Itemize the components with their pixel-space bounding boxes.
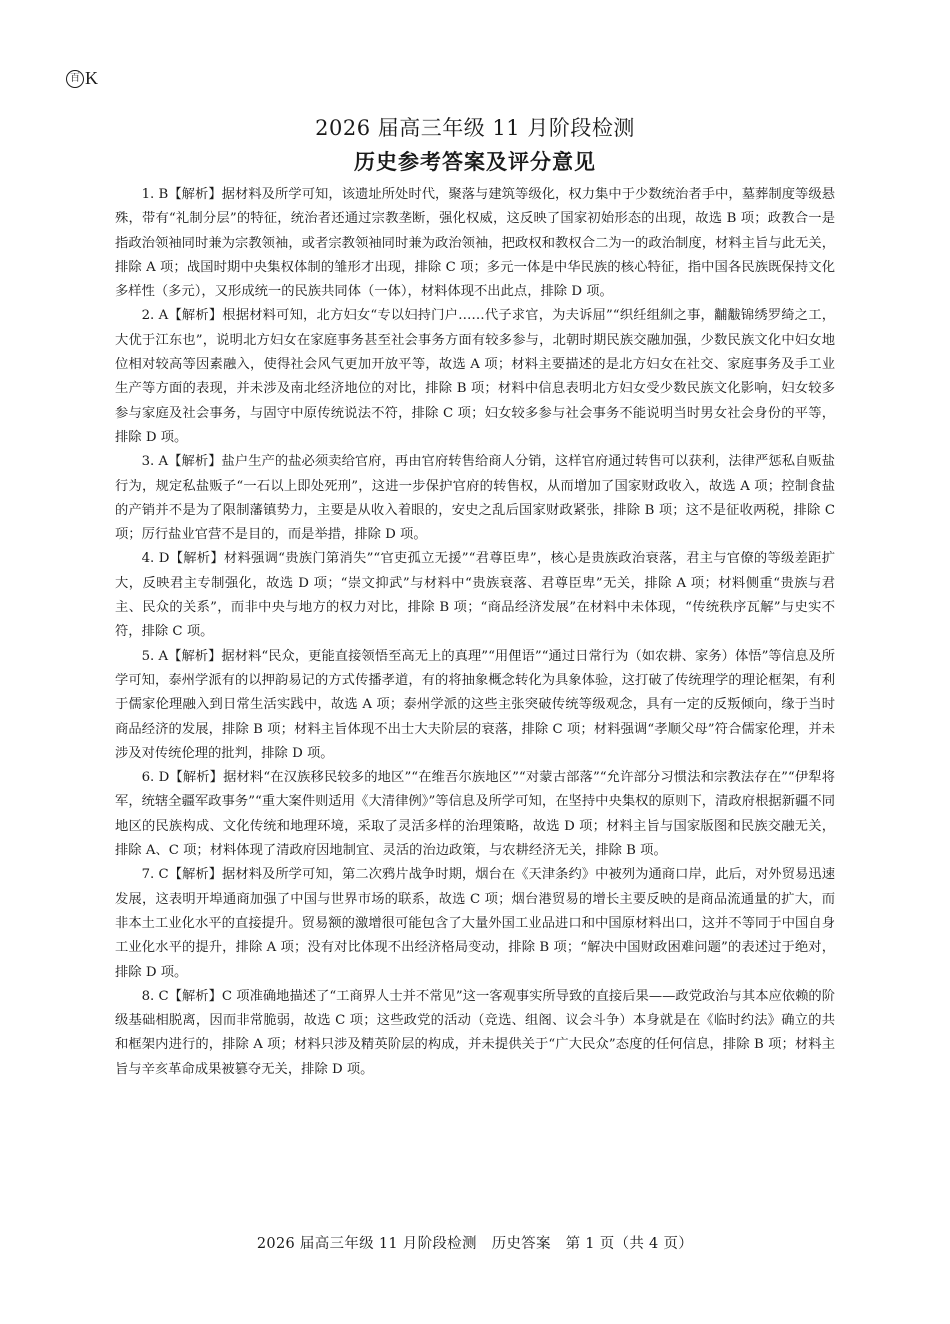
logo-letter: K xyxy=(85,68,98,88)
answer-item: 3. A【解析】盐户生产的盐必须卖给官府，再由官府转售给商人分销，这样官府通过转售可以获利，法律严惩私自贩盐行为，规定私盐贩子“一石以上即处死刑”，这进一步保护官府的转售权，从而增加了国家财政收入，故选 A 项；控制食盐的产销并不是为了限制藩镇势力，主要是从收入着眼的，安史之乱后国家财政紧张，排除 B 项；这不是征收两税，排除 C 项；厉行盐业官营不是目的，而是举措，排除 D 项。 xyxy=(115,454,835,543)
answer-item: 4. D【解析】材料强调“贵族门第消失”“官吏孤立无援”“君尊臣卑”，核心是贵族政治衰落，君主与官僚的等级差距扩大，反映君主专制强化，故选 D 项；“崇文抑武”与材料中“贵族衰落、君尊臣卑”无关，排除 A 项；材料侧重“贵族与君主、民众的关系”，而非中央与地方的权力对比，排除 B 项；“商品经济发展”在材料中未体现，“传统秩序瓦解”与史实不符，排除 C 项。 xyxy=(115,551,835,640)
exam-title: 2026 届高三年级 11 月阶段检测 xyxy=(315,116,635,140)
answer-item: 2. A【解析】根据材料可知，北方妇女“专以妇持门户……代子求官，为夫诉屈”“织纴组紃之事，黼黻锦绣罗绮之工，大优于江东也”，说明北方妇女在家庭事务甚至社会事务方面有较多参与，北朝时期民族交融加强，少数民族文化中妇女地位相对较高等因素融入，使得社会风气更加开放平等，故选 A 项；材料主要描述的是北方妇女在社交、家庭事务及手工业生产等方面的表现，并未涉及南北经济地位的对比，排除 B 项；材料中信息表明北方妇女受少数民族文化影响，妇女较多参与家庭及社会事务，与固守中原传统说法不符，排除 C 项；妇女较多参与社会事务不能说明当时男女社会身份的平等，排除 D 项。 xyxy=(115,308,835,445)
answer-list xyxy=(115,183,835,1082)
answer-item: 1. B【解析】据材料及所学可知，该遗址所处时代，聚落与建筑等级化，权力集中于少数统治者手中，墓葬制度等级悬殊，带有“礼制分层”的特征，统治者还通过宗教垄断，强化权威，这反映了国家初始形态的出现，故选 B 项；政教合一是指政治领袖同时兼为宗教领袖，或者宗教领袖同时兼为政治领袖，把政权和教权合二为一的政治制度，材料主旨与此无关，排除 A 项；战国时期中央集权体制的雏形才出现，排除 C 项；多元一体是中华民族的核心特征，指中国各民族既保持文化多样性（多元），又形成统一的民族共同体（一体），材料体现不出此点，排除 D 项。 xyxy=(115,187,835,300)
answer-item: 8. C【解析】C 项准确地描述了“工商界人士并不常见”这一客观事实所导致的直接后果——政党政治与其本应依赖的阶级基础相脱离，因而非常脆弱，故选 C 项；这些政党的活动（竞选、组阁、议会斗争）本身就是在《临时约法》确立的共和框架内进行的，排除 A 项；材料只涉及精英阶层的构成，并未提供关于“广大民众”态度的任何信息，排除 B 项；材料主旨与辛亥革命成果被篡夺无关，排除 D 项。 xyxy=(115,988,835,1077)
answer-item: 5. A【解析】据材料“民众，更能直接领悟至高无上的真理”“用俚语”“通过日常行为（如农耕、家务）体悟”等信息及所学可知，泰州学派有的以押韵易记的方式传播孝道，有的将抽象概念转化为具象体验，这打破了传统理学的理论框架，有利于儒家伦理融入到日常生活实践中，故选 A 项；泰州学派的这些主张突破传统等级观念，具有一定的反叛倾向，缘于当时商品经济的发展，排除 B 项；材料主旨体现不出士大夫阶层的衰落，排除 C 项；材料强调“孝顺父母”符合儒家伦理，并未涉及对传统伦理的批判，排除 D 项。 xyxy=(115,648,835,761)
document-subtitle: 历史参考答案及评分意见 xyxy=(354,149,596,174)
answer-item: 7. C【解析】据材料及所学可知，第二次鸦片战争时期，烟台在《天津条约》中被列为通商口岸，此后，对外贸易迅速发展，这表明开埠通商加强了中国与世界市场的联系，故选 C 项；烟台港贸易的增长主要反映的是商品流通量的扩大，而非本土工业化水平的直接提升。贸易额的激增很可能包含了大量外国工业品进口和中国原材料出口，这并不等同于中国自身工业化水平的提升，排除 A 项；没有对比体现不出经济格局变动，排除 B 项；“解决中国财政困难问题”的表述过于绝对，排除 D 项。 xyxy=(115,867,835,980)
page-footer: 2026 届高三年级 11 月阶段检测 历史答案 第 1 页（共 4 页） xyxy=(256,1236,694,1252)
answer-item: 6. D【解析】据材料“在汉族移民较多的地区”“在维吾尔族地区”“对蒙古部落”“允许部分习惯法和宗教法存在”“伊犁将军，统辖全疆军政事务”“重大案件则适用《大清律例》”等信息及所学可知，在坚持中央集权的原则下，清政府根据新疆不同地区的民族构成、文化传统和地理环境，采取了灵活多样的治理策略，故选 D 项；材料主旨与国家版图和民族交融无关，排除 A、C 项；材料体现了清政府因地制宜、灵活的治边政策，与农耕经济无关，排除 B 项。 xyxy=(115,770,835,859)
publisher-logo xyxy=(66,68,98,89)
logo-circle-char: 百 xyxy=(66,70,84,88)
